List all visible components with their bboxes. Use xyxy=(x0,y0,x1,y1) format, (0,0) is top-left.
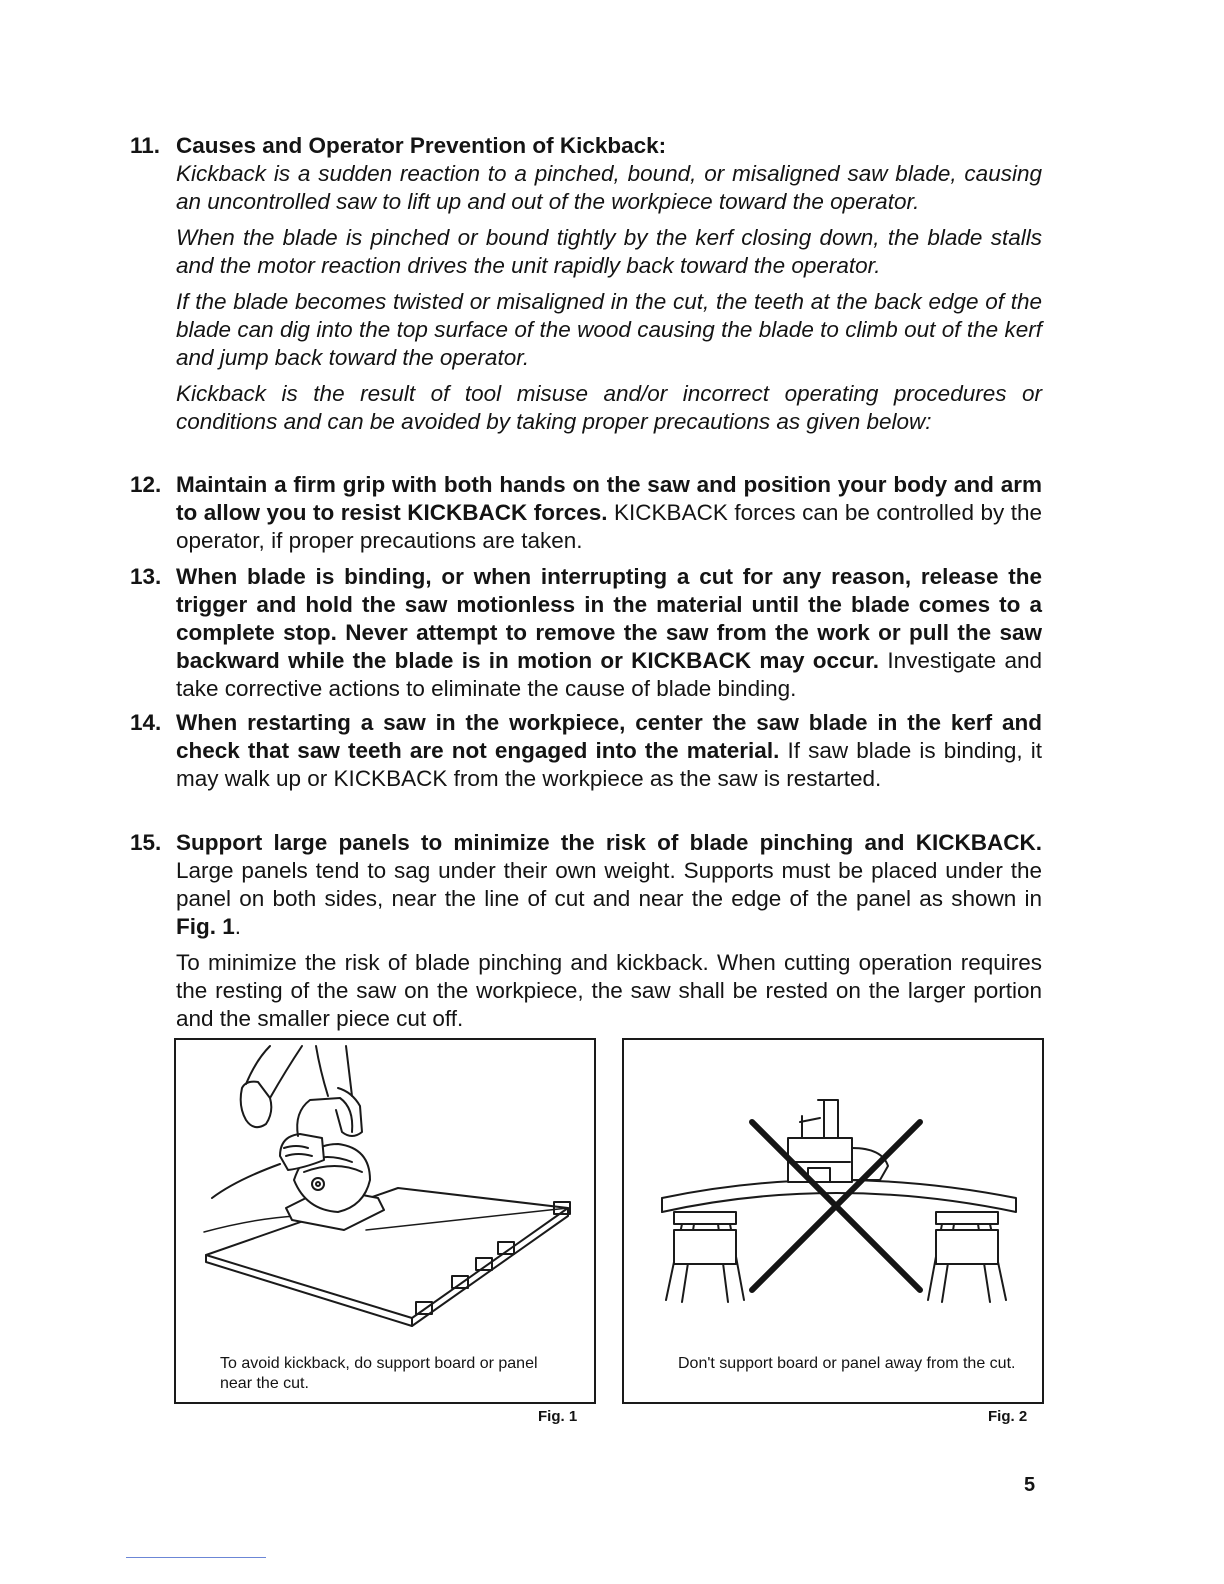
figure-label: Fig. 1 xyxy=(538,1408,578,1425)
item-number: 12. xyxy=(130,472,162,497)
item-bold-text: Maintain a firm grip with both hands on the saw and position your body and arm to allow you to resist KICKBACK forces. xyxy=(176,472,1042,525)
item-text: Investigate and take corrective actions to eliminate the cause of blade binding. xyxy=(176,648,1042,701)
figure-caption: Don't support board or panel away from the cut. xyxy=(678,1355,1016,1372)
figure-2 xyxy=(622,1038,1044,1404)
item-text: Large panels tend to sag under their own weight. Supports must be placed under the panel on both sides, near the line of cut and near the edge of the panel as shown in xyxy=(176,858,1042,911)
item-13 xyxy=(130,563,1042,703)
item-11 xyxy=(130,132,1042,436)
item-number: 14. xyxy=(130,710,162,735)
item-bold-text: Support large panels to minimize the risk of blade pinching and KICKBACK. xyxy=(176,830,1042,855)
item-bold-text: When blade is binding, or when interrupting a cut for any reason, release the trigger and hold the saw motionless in the material until the blade comes to a complete stop. Never attempt to remove the saw from the work or pull the saw backward while the blade is in motion or KICKBACK may occur. xyxy=(176,564,1042,673)
item-number: 13. xyxy=(130,564,162,589)
item-15 xyxy=(130,829,1042,1033)
paragraph: To minimize the risk of blade pinching and kickback. When cutting operation requires the resting of the saw on the workpiece, the saw shall be rested on the larger portion and the smaller piece cut off. xyxy=(176,950,1042,1031)
item-12 xyxy=(130,471,1042,555)
paragraph: Kickback is the result of tool misuse and/or incorrect operating procedures or conditions and can be avoided by taking proper precautions as given below: xyxy=(176,381,1042,434)
footer-rule xyxy=(126,1557,266,1558)
figure-caption: To avoid kickback, do support board or panel near the cut. xyxy=(220,1355,538,1392)
page-number: 5 xyxy=(1024,1474,1036,1496)
item-number: 15. xyxy=(130,830,162,855)
item-heading: Causes and Operator Prevention of Kickback: xyxy=(176,133,667,158)
item-text-end: . xyxy=(234,914,242,939)
item-text: If saw blade is binding, it may walk up or KICKBACK from the workpiece as the saw is restarted. xyxy=(176,738,1042,791)
item-number: 11. xyxy=(130,133,161,158)
item-bold-text: When restarting a saw in the workpiece, center the saw blade in the kerf and check that saw teeth are not engaged into the material. xyxy=(176,710,1042,763)
saw-panel-supported-illustration xyxy=(176,1040,594,1402)
paragraph: When the blade is pinched or bound tightly by the kerf closing down, the blade stalls and the motor reaction drives the unit rapidly back toward the operator. xyxy=(176,225,1042,278)
paragraph: If the blade becomes twisted or misaligned in the cut, the teeth at the back edge of the blade can dig into the top surface of the wood causing the blade to climb out of the kerf and jump back toward the operator. xyxy=(176,289,1042,370)
paragraph: Kickback is a sudden reaction to a pinched, bound, or misaligned saw blade, causing an uncontrolled saw to lift up and out of the workpiece toward the operator. xyxy=(176,161,1042,214)
figure-reference: Fig. 1 xyxy=(176,914,235,939)
figure-1 xyxy=(174,1038,596,1404)
saw-panel-unsupported-illustration xyxy=(624,1040,1042,1402)
item-14 xyxy=(130,709,1042,793)
figure-label: Fig. 2 xyxy=(988,1408,1028,1425)
item-text: KICKBACK forces can be controlled by the operator, if proper precautions are taken. xyxy=(176,500,1042,553)
